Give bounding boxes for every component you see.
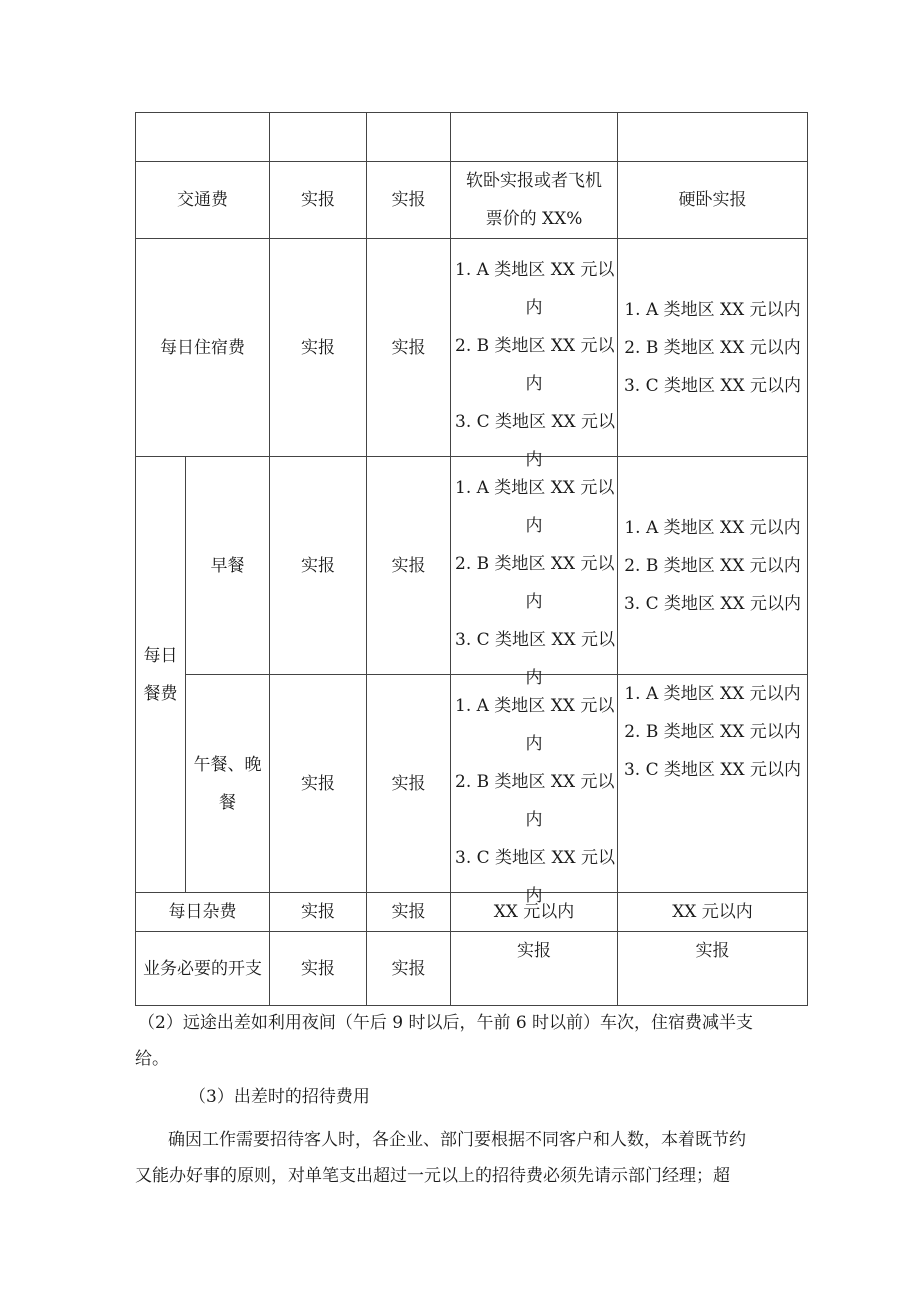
table-cell	[618, 457, 808, 675]
table-cell	[618, 113, 808, 162]
table-cell: 硬卧实报	[618, 162, 808, 239]
cell-line: 票价的 XX%	[485, 209, 583, 229]
region-limit-list	[618, 509, 807, 623]
table-cell: 实报	[367, 162, 451, 239]
list-line: 3. C 类地区 XX 元以	[455, 629, 616, 650]
table-cell	[136, 113, 270, 162]
paragraph-entertainment-cont: 又能办好事的原则，对单笔支出超过一元以上的招待费必须先请示部门经理；超	[135, 1166, 730, 1186]
row-label: 早餐	[186, 457, 270, 675]
region-limit-list	[618, 675, 807, 789]
table-row-necessary	[136, 932, 808, 1006]
row-label: 每日杂费	[136, 893, 270, 932]
list-line: 内	[525, 515, 543, 536]
list-line: 2. B 类地区 XX 元以	[455, 771, 615, 792]
meal-group-label	[136, 457, 186, 893]
region-limit-list	[451, 685, 617, 906]
list-line: 1. A 类地区 XX 元以	[455, 477, 615, 498]
table-cell	[618, 239, 808, 457]
table-row-transport	[136, 162, 808, 239]
list-line: 2. B 类地区 XX 元以内	[624, 337, 801, 358]
row-label: 每日住宿费	[136, 239, 270, 457]
table-cell	[451, 675, 618, 906]
cell-line: 餐	[219, 792, 236, 813]
table-cell	[451, 113, 618, 162]
expense-standard-table	[135, 112, 808, 1006]
table-row-lodging	[136, 239, 808, 457]
list-line: 1. A 类地区 XX 元以内	[624, 299, 801, 320]
table-cell: 实报	[367, 239, 451, 457]
list-line: 2. B 类地区 XX 元以内	[624, 722, 801, 742]
list-line: 1. A 类地区 XX 元以内	[624, 684, 801, 704]
list-line: 内	[525, 449, 543, 470]
table-cell: 实报	[270, 457, 367, 675]
table-cell: XX 元以内	[451, 893, 618, 932]
region-limit-list	[618, 291, 807, 405]
table-cell	[451, 239, 618, 470]
cell-line: 餐费	[143, 683, 178, 704]
row-label	[186, 675, 270, 893]
list-line: 3. C 类地区 XX 元以内	[623, 760, 802, 780]
list-line: 3. C 类地区 XX 元以内	[623, 375, 802, 396]
list-line: 2. B 类地区 XX 元以内	[624, 555, 801, 576]
table-cell: 实报	[270, 893, 367, 932]
list-line: 内	[525, 885, 543, 906]
table-row-misc	[136, 893, 808, 932]
list-line: 3. C 类地区 XX 元以内	[623, 593, 802, 614]
paragraph-night-travel: （2）远途出差如利用夜间（午后 9 时以后，午前 6 时以前）车次，住宿费减半支	[138, 1013, 754, 1033]
cell-line: 软卧实报或者飞机	[466, 171, 602, 191]
table-header-row	[136, 113, 808, 162]
table-cell: 实报	[367, 457, 451, 675]
table-row-breakfast	[136, 457, 808, 675]
list-line: 1. A 类地区 XX 元以	[455, 695, 615, 716]
list-line: 内	[525, 667, 543, 688]
list-line: 3. C 类地区 XX 元以	[455, 847, 616, 868]
region-limit-list	[451, 249, 617, 470]
table-cell: 实报	[451, 932, 618, 1006]
table-cell	[618, 675, 808, 893]
table-cell: 实报	[367, 932, 451, 1006]
table-cell: 实报	[367, 675, 451, 893]
table-cell	[367, 113, 451, 162]
list-line: 内	[525, 297, 543, 318]
table-cell: 实报	[367, 893, 451, 932]
cell-line: 每日	[143, 645, 178, 666]
cell-line: 午餐、晚	[193, 754, 262, 775]
row-label: 交通费	[136, 162, 270, 239]
table-cell	[451, 162, 618, 239]
table-cell: 实报	[270, 239, 367, 457]
table-cell: 实报	[270, 162, 367, 239]
list-line: 内	[525, 809, 543, 830]
row-label: 业务必要的开支	[136, 932, 270, 1006]
table-cell: XX 元以内	[618, 893, 808, 932]
table-cell: 实报	[270, 675, 367, 893]
region-limit-list	[451, 467, 617, 688]
list-line: 1. A 类地区 XX 元以内	[624, 517, 801, 538]
paragraph-night-travel-cont: 给。	[135, 1049, 169, 1069]
section-heading-entertainment: （3）出差时的招待费用	[189, 1087, 370, 1107]
list-line: 内	[525, 733, 543, 754]
paragraph-entertainment: 确因工作需要招待客人时，各企业、部门要根据不同客户和人数，本着既节约	[168, 1130, 746, 1150]
table-cell	[451, 457, 618, 688]
list-line: 1. A 类地区 XX 元以	[455, 259, 615, 280]
table-cell: 实报	[618, 932, 808, 1006]
list-line: 3. C 类地区 XX 元以	[455, 411, 616, 432]
list-line: 2. B 类地区 XX 元以	[455, 335, 615, 356]
list-line: 内	[525, 591, 543, 612]
list-line: 2. B 类地区 XX 元以	[455, 553, 615, 574]
list-line: 内	[525, 373, 543, 394]
table-cell: 实报	[270, 932, 367, 1006]
table-cell	[270, 113, 367, 162]
table-row-lunch-dinner	[136, 675, 808, 893]
